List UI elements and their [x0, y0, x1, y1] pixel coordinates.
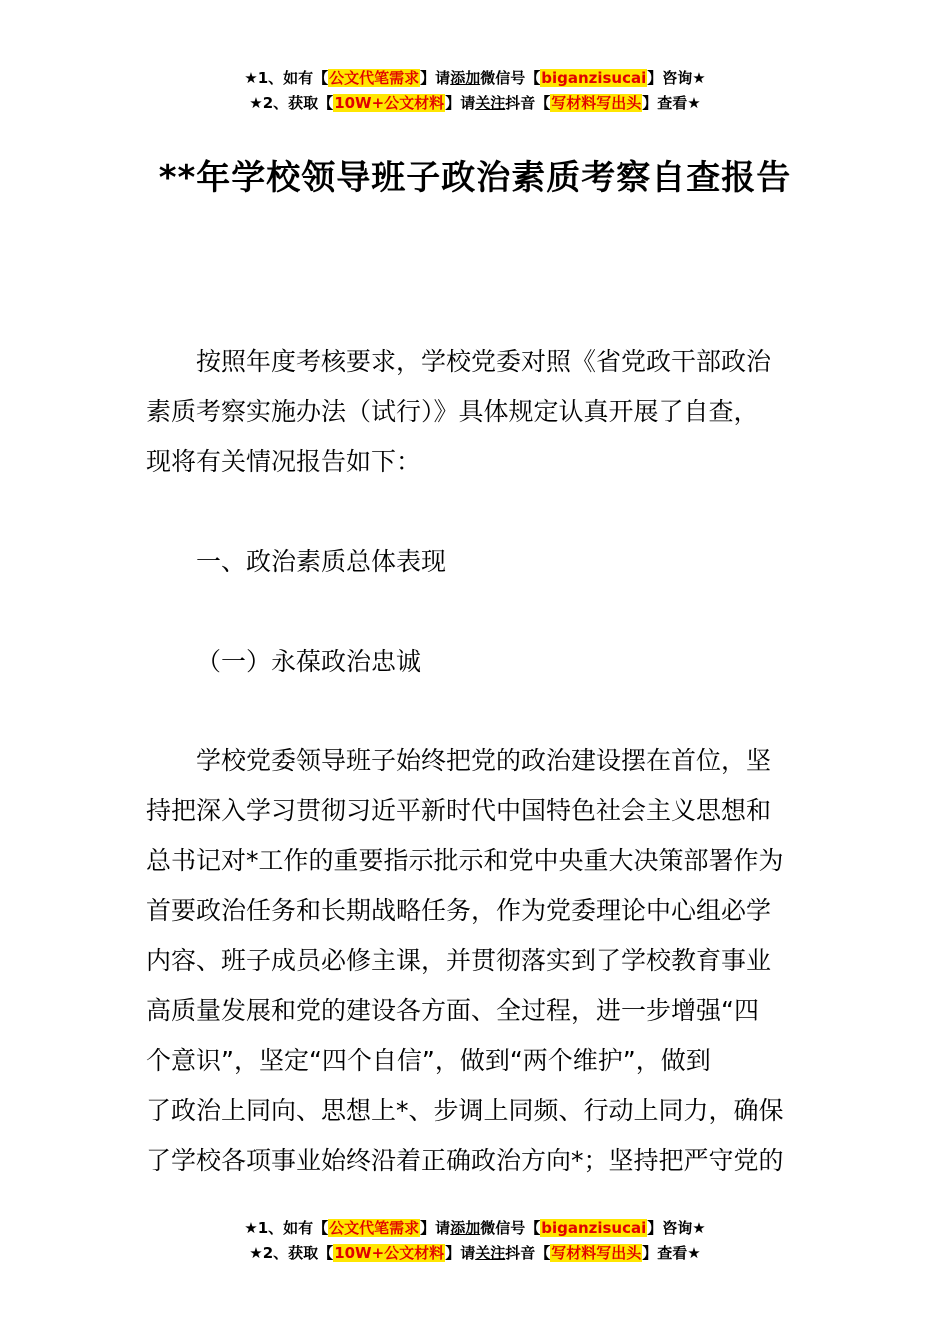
banner-text: 】咨询★ — [647, 1219, 706, 1237]
banner-text: 】请 — [445, 1244, 476, 1262]
banner-underlined-text: 关注 — [475, 1244, 506, 1262]
banner-text: 微信号【 — [480, 69, 541, 87]
banner-text: 】请 — [445, 94, 476, 112]
banner-highlight: 公文代笔需求 — [329, 69, 420, 87]
banner-text: 】请 — [420, 69, 451, 87]
banner-text: 微信号【 — [480, 1219, 541, 1237]
banner-highlight: 公文代笔需求 — [329, 1219, 420, 1237]
banner-underlined-text: 添加 — [450, 1219, 481, 1237]
banner-text: ★2、获取【 — [249, 1244, 334, 1262]
paragraph-line: 了学校各项事业始终沿着正确政治方向*；坚持把严守党的 — [146, 1146, 784, 1175]
banner-text: 】查看★ — [642, 1244, 701, 1262]
paragraph-line: 学校党委领导班子始终把党的政治建设摆在首位，坚 — [196, 746, 772, 775]
banner-underlined-text: 添加 — [450, 69, 481, 87]
banner-underlined-text: 关注 — [475, 94, 506, 112]
banner-text: ★1、如有【 — [244, 1219, 329, 1237]
paragraph-line: 首要政治任务和长期战略任务，作为党委理论中心组必学 — [146, 896, 772, 925]
paragraph-line: 按照年度考核要求，学校党委对照《省党政干部政治 — [196, 347, 772, 376]
banner-highlight: 写材料写出头 — [551, 1244, 642, 1262]
banner-line-1 — [0, 66, 950, 91]
intro-paragraph — [146, 337, 810, 487]
banner-line-2 — [0, 91, 950, 116]
paragraph-line: 持把深入学习贯彻习近平新时代中国特色社会主义思想和 — [146, 796, 772, 825]
banner-text: 】咨询★ — [647, 69, 706, 87]
paragraph-line: 个意识”，坚定“四个自信”，做到“两个维护”，做到 — [146, 1046, 711, 1075]
banner-highlight: 写材料写出头 — [551, 94, 642, 112]
banner-text: 】查看★ — [642, 94, 701, 112]
section-heading-text: 一、政治素质总体表现 — [196, 547, 447, 576]
banner-text: 抖音【 — [505, 1244, 551, 1262]
banner-text: ★1、如有【 — [244, 69, 329, 87]
section-heading — [146, 537, 810, 587]
paragraph-line: 高质量发展和党的建设各方面、全过程，进一步增强“四 — [146, 996, 759, 1025]
banner-highlight: biganzisucai — [541, 1219, 647, 1237]
banner-text: ★2、获取【 — [249, 94, 334, 112]
banner-highlight: biganzisucai — [541, 69, 647, 87]
banner-line-2 — [0, 1241, 950, 1266]
paragraph-line: 素质考察实施办法（试行）》具体规定认真开展了自查， — [146, 397, 759, 426]
banner-line-1 — [0, 1216, 950, 1241]
banner-highlight: 10W+公文材料 — [334, 94, 445, 112]
banner-highlight: 10W+公文材料 — [334, 1244, 445, 1262]
paragraph-line: 内容、班子成员必修主课，并贯彻落实到了学校教育事业 — [146, 946, 772, 975]
banner-text: 】请 — [420, 1219, 451, 1237]
header-banner — [0, 66, 950, 116]
document-title: **年学校领导班子政治素质考察自查报告 — [158, 158, 792, 198]
paragraph-line: 现将有关情况报告如下： — [146, 447, 422, 476]
footer-banner — [0, 1216, 950, 1266]
paragraph-line: 总书记对*工作的重要指示批示和党中央重大决策部署作为 — [146, 846, 784, 875]
subsection-heading-text: （一）永葆政治忠诚 — [196, 647, 422, 676]
body-paragraph — [146, 736, 810, 1186]
paragraph-line: 了政治上同向、思想上*、步调上同频、行动上同力，确保 — [146, 1096, 784, 1125]
subsection-heading — [146, 637, 810, 687]
banner-text: 抖音【 — [505, 94, 551, 112]
